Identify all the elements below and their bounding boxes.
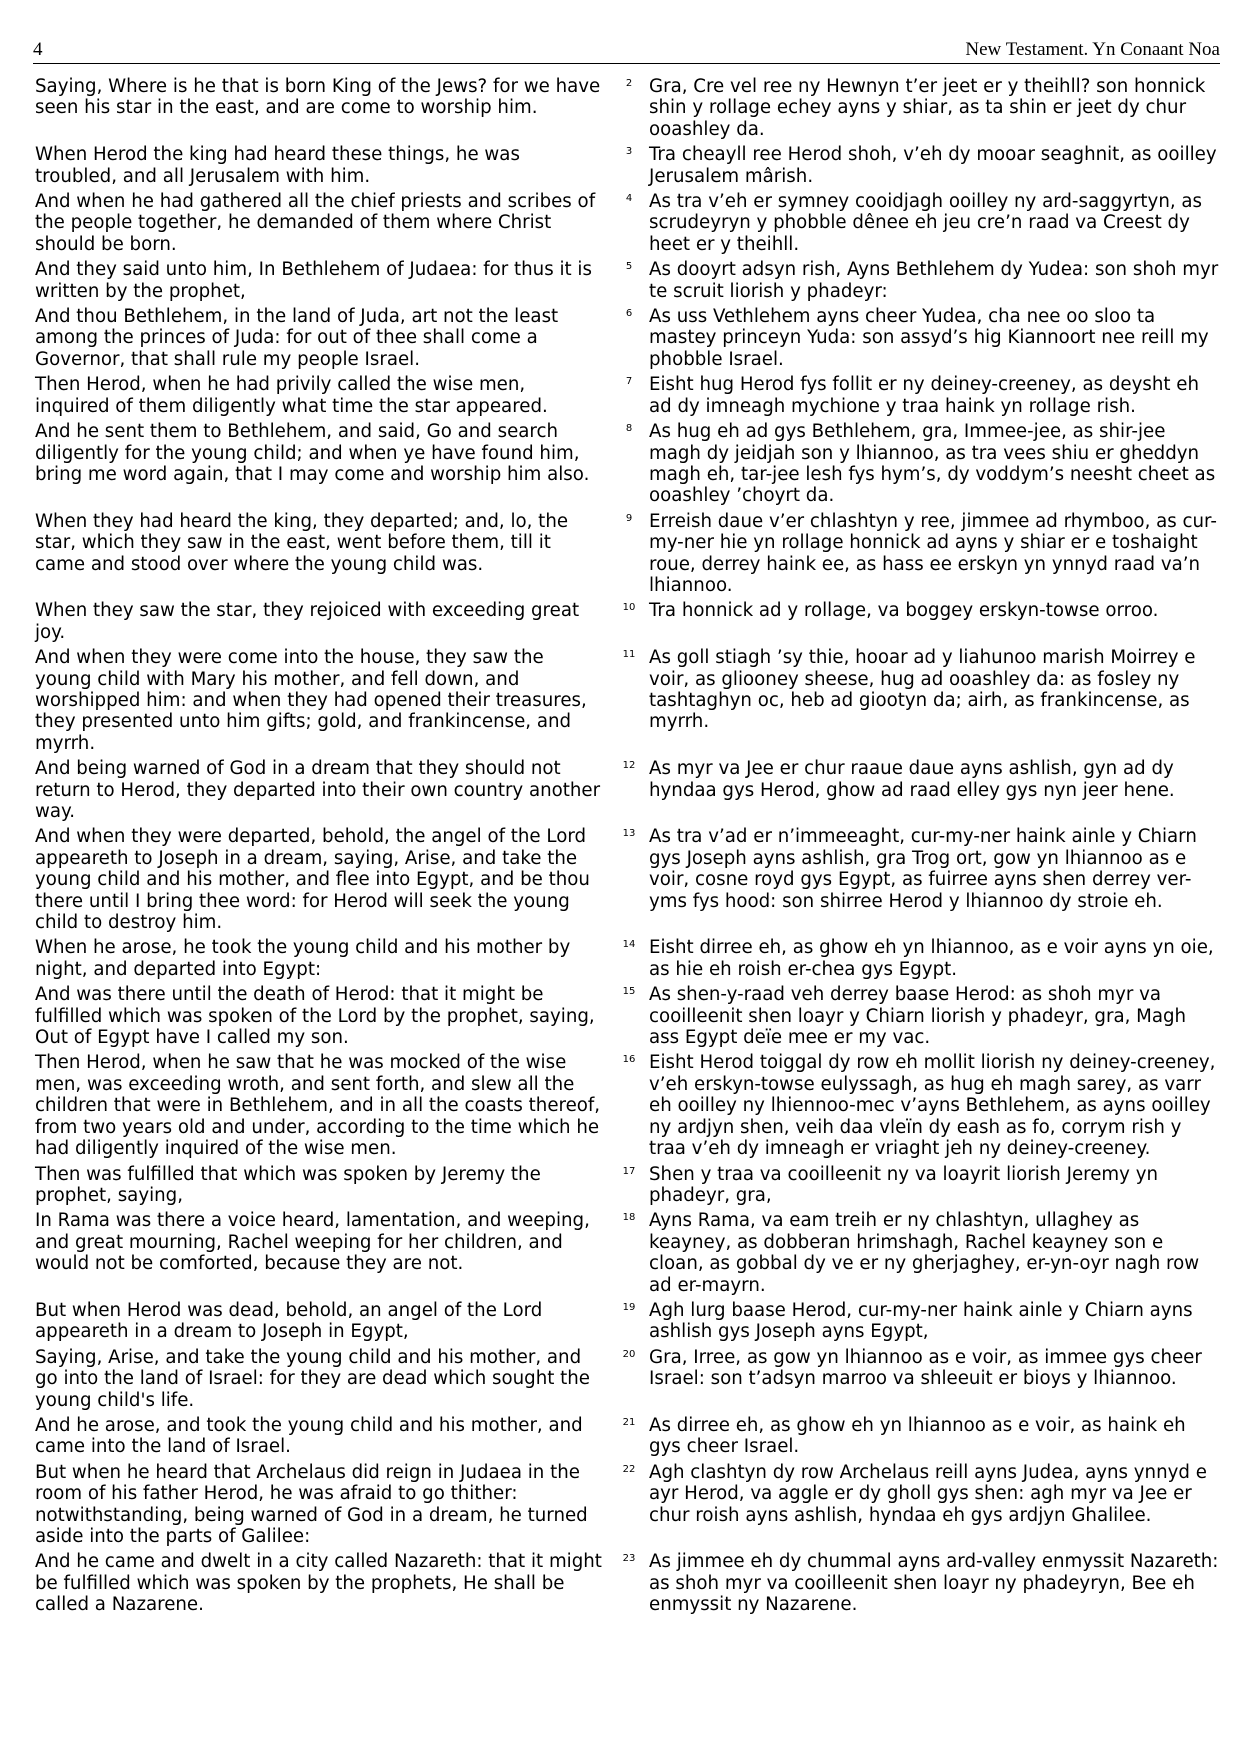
verse-number: 22: [622, 1463, 636, 1475]
verse-english-text: When he arose, he took the young child and his mother by night, and departed into Egypt:: [35, 937, 571, 980]
verse-manx-text: Gra, Cre vel ree ny Hewnyn t’er jeet er y theihll? son honnick shin y rollage echey ayns y shiar, as ta shin er jeet dy chur ooashley da.: [649, 76, 1206, 140]
verse-number: 15: [622, 986, 636, 998]
verse-manx-text: As hug eh ad gys Bethlehem, gra, Immee-jee, as shir-jee magh dy jeidjah son y lhiannoo, as tra vees shiu er gheddyn magh eh, tar-jee lesh fys hym’s, dy voddym’s neesht cheet as ooashley ’choyrt da.: [649, 421, 1216, 507]
verse-manx-text: Erreish daue v’er chlashtyn y ree, jimmee ad rhymboo, as cur-my-ner hie yn rollage honnick ad ayns y shiar er e toshaight roue, derrey haink ee, as hass ee erskyn yn ynnyd raad va’n lhiannoo.: [649, 510, 1217, 596]
verse-english-text: But when he heard that Archelaus did reign in Judaea in the room of his father Herod, he was afraid to go thither: notwithstanding, being warned of God in a dream, he turned aside into the parts of Galilee:: [35, 1461, 588, 1547]
verse-number: 20: [622, 1348, 636, 1360]
verse-row: [35, 1462, 1220, 1548]
verse-row: [35, 647, 1220, 754]
verse-number: 7: [625, 376, 633, 388]
verse-manx-text: As jimmee eh dy chummal ayns ard-valley enmyssit Nazareth: as shoh myr va cooilleenit shen loayr ny phadeyryn, Bee eh enmyssit ny Nazarene.: [649, 1551, 1219, 1616]
verse-english-text: Then Herod, when he saw that he was mocked of the wise men, was exceeding wroth, and sent forth, and slew all the children that were in Bethlehem, and in all the coasts thereof, from two years old and under, according to the time which he had diligently inquired of the wise men.: [35, 1052, 601, 1160]
verse-row: [35, 826, 1220, 933]
verse-english-text: Saying, Arise, and take the young child and his mother, and go into the land of Israel: for they are dead which sought the young child's life.: [35, 1346, 590, 1411]
verse-english-text: And when they were come into the house, they saw the young child with Mary his mother, and fell down, and worshipped him: and when they had opened their treasures, they presented unto him gifts; gold, and frankincense, and myrrh.: [35, 647, 587, 754]
verse-row: [35, 144, 1220, 187]
verse-manx-text: Tra honnick ad y rollage, va boggey erskyn-towse orroo.: [649, 600, 1159, 622]
verse-number: 14: [622, 939, 636, 951]
verse-manx-text: As myr va Jee er chur raaue daue ayns ashlish, gyn ad dy hyndaa gys Herod, ghow ad raad elley gys nyn jeer hene.: [649, 758, 1175, 801]
verse-english-text: And when he had gathered all the chief priests and scribes of the people together, he demanded of them where Christ should be born.: [35, 191, 596, 255]
verse-row: [35, 984, 1220, 1048]
verse-number: 21: [622, 1416, 636, 1428]
page-number: 4: [33, 39, 43, 60]
page-header: [33, 35, 1220, 64]
verse-english-text: And when they were departed, behold, the angel of the Lord appeareth to Joseph in a dream, saying, Arise, and take the young child and his mother, and flee into Egypt, and be thou there until I bring thee word: for Herod will seek the young child to destroy him.: [35, 826, 590, 934]
verse-row: [35, 1551, 1220, 1615]
verse-number: 18: [622, 1212, 636, 1224]
verse-row: [35, 259, 1220, 302]
verse-number: 12: [622, 760, 636, 772]
verse-manx-text: Agh lurg baase Herod, cur-my-ner haink ainle y Chiarn ayns ashlish gys Joseph ayns Egypt,: [649, 1299, 1193, 1343]
verse-row: [35, 600, 1220, 643]
verse-number: 3: [625, 146, 633, 158]
verse-english-text: And he arose, and took the young child and his mother, and came into the land of Israel.: [35, 1414, 583, 1458]
verse-number: 17: [622, 1165, 636, 1177]
verse-row: [35, 374, 1220, 417]
verse-english-text: And was there until the death of Herod: that it might be fulfilled which was spoken of the Lord by the prophet, saying, Out of Egypt have I called my son.: [35, 984, 595, 1049]
verse-manx-text: Tra cheayll ree Herod shoh, v’eh dy mooar seaghnit, as ooilley Jerusalem mârish.: [649, 144, 1217, 187]
verse-row: [35, 758, 1220, 822]
verse-row: [35, 1415, 1220, 1458]
verse-number: 5: [625, 261, 633, 273]
verse-manx-text: As shen-y-raad veh derrey baase Herod: as shoh myr va cooilleenit shen loayr y Chiarn liorish y phadeyr, gra, Magh ass Egypt deïe mee er my vac.: [649, 984, 1187, 1049]
verse-number: 19: [622, 1301, 636, 1313]
verse-english-text: Saying, Where is he that is born King of the Jews? for we have seen his star in the east, and are come to worship him.: [35, 76, 601, 119]
verse-english-text: When they saw the star, they rejoiced with exceeding great joy.: [35, 600, 580, 643]
verse-number: 23: [622, 1553, 636, 1565]
verse-manx-text: Eisht dirree eh, as ghow eh yn lhiannoo, as e voir ayns yn oie, as hie eh roish er-chea gys Egypt.: [649, 937, 1214, 980]
verse-number: 16: [622, 1054, 636, 1066]
verse-english-text: And he sent them to Bethlehem, and said, Go and search diligently for the young child; and when ye have found him, bring me word again, that I may come and worship him also.: [35, 421, 590, 485]
verse-english-text: When they had heard the king, they departed; and, lo, the star, which they saw in the east, went before them, till it came and stood over where the young child was.: [35, 510, 569, 575]
verse-row: [35, 76, 1220, 140]
verse-english-text: And being warned of God in a dream that they should not return to Herod, they departed into their own country another way.: [35, 758, 601, 822]
verse-manx-text: Shen y traa va cooilleenit ny va loayrit liorish Jeremy yn phadeyr, gra,: [649, 1163, 1158, 1206]
verse-manx-text: As dirree eh, as ghow eh yn lhiannoo as e voir, as haink eh gys cheer Israel.: [649, 1414, 1186, 1458]
verse-number: 6: [625, 308, 633, 320]
verse-row: [35, 1210, 1220, 1296]
verse-number: 2: [625, 78, 633, 89]
verse-row: [35, 1052, 1220, 1159]
verse-manx-text: As tra v’eh er symney cooidjagh ooilley ny ard-saggyrtyn, as scrudeyryn y phobble dênee eh jeu cre’n raad va Creest dy heet er y theihll.: [649, 191, 1203, 255]
verse-number: 8: [625, 423, 633, 435]
verse-manx-text: As tra v’ad er n’immeeaght, cur-my-ner haink ainle y Chiarn gys Joseph ayns ashlish, gra Trog ort, gow yn lhiannoo as e voir, cosne royd gys Egypt, as fuirree ayns shen derrey ver-yms fys hood: son shirree Herod y lhiannoo dy stroie eh.: [649, 826, 1197, 912]
running-title: New Testament. Yn Conaant Noa: [965, 39, 1220, 60]
verse-row: [35, 1300, 1220, 1343]
verse-manx-text: Gra, Irree, as gow yn lhiannoo as e voir, as immee gys cheer Israel: son t’adsyn marroo va shleeuit er bioys y lhiannoo.: [649, 1346, 1202, 1390]
verse-manx-text: As uss Vethlehem ayns cheer Yudea, cha nee oo sloo ta mastey princeyn Yuda: son assyd’s hig Kiannoort nee reill my phobble Israel.: [649, 306, 1209, 370]
verse-english-text: And they said unto him, In Bethlehem of Judaea: for thus it is written by the prophet,: [35, 259, 592, 302]
verse-list: [35, 76, 1220, 1620]
verse-english-text: And thou Bethlehem, in the land of Juda, art not the least among the princes of Juda: for out of thee shall come a Governor, that shall rule my people Israel.: [35, 306, 559, 370]
verse-row: [35, 421, 1220, 507]
verse-manx-text: Eisht Herod toiggal dy row eh mollit liorish ny deiney-creeney, v’eh erskyn-towse eulyssagh, as hug eh magh sarey, as varr eh ooilley ny lhiennoo-mec v’ayns Bethlehem, as ayns ooilley ny ardjyn shen, veih daa vleïn dy eash as fo, corrym rish y traa v’eh dy imneagh er vriaght jeh ny deiney-creeney.: [649, 1052, 1216, 1160]
verse-row: [35, 937, 1220, 980]
verse-row: [35, 1164, 1220, 1207]
verse-manx-text: As goll stiagh ’sy thie, hooar ad y liahunoo marish Moirrey e voir, as gliooney sheese, hug ad ooashley da: as fosley ny tashtaghyn oc, heb ad giootyn da; airh, as frankincense, as myrrh.: [649, 647, 1196, 733]
verse-english-text: And he came and dwelt in a city called Nazareth: that it might be fulfilled which was spoken by the prophets, He shall be called a Nazarene.: [35, 1551, 602, 1616]
verse-manx-text: As dooyrt adsyn rish, Ayns Bethlehem dy Yudea: son shoh myr te scruit liorish y phadeyr:: [649, 259, 1219, 302]
verse-manx-text: Agh clashtyn dy row Archelaus reill ayns Judea, ayns ynnyd e ayr Herod, va aggle er dy gholl gys shen: agh myr va Jee er chur roish ayns ashlish, hyndaa eh gys ardjyn Ghalilee.: [649, 1461, 1207, 1526]
verse-row: [35, 511, 1220, 597]
verse-number: 4: [625, 193, 633, 205]
verse-english-text: Then was fulfilled that which was spoken by Jeremy the prophet, saying,: [35, 1163, 541, 1206]
verse-manx-text: Eisht hug Herod fys follit er ny deiney-creeney, as deysht eh ad dy imneagh mychione y traa haink yn rollage rish.: [649, 374, 1200, 417]
verse-number: 13: [622, 828, 636, 840]
verse-row: [35, 1347, 1220, 1411]
verse-english-text: In Rama was there a voice heard, lamentation, and weeping, and great mourning, Rachel weeping for her children, and would not be comforted, because they are not.: [35, 1210, 590, 1275]
verse-english-text: But when Herod was dead, behold, an angel of the Lord appeareth in a dream to Joseph in Egypt,: [35, 1299, 543, 1343]
verse-number: 9: [625, 512, 633, 524]
verse-number: 11: [622, 649, 636, 661]
verse-row: [35, 306, 1220, 370]
verse-number: 10: [622, 602, 636, 614]
verse-row: [35, 191, 1220, 255]
verse-manx-text: Ayns Rama, va eam treih er ny chlashtyn, ullaghey as keayney, as dobberan hrimshagh, Rachel keayney son e cloan, as gobbal dy ve er ny gherjaghey, er-yn-oyr nagh row ad er-mayrn.: [649, 1210, 1200, 1296]
verse-english-text: When Herod the king had heard these things, he was troubled, and all Jerusalem with him.: [35, 144, 520, 187]
verse-english-text: Then Herod, when he had privily called the wise men, inquired of them diligently what time the star appeared.: [35, 374, 548, 417]
